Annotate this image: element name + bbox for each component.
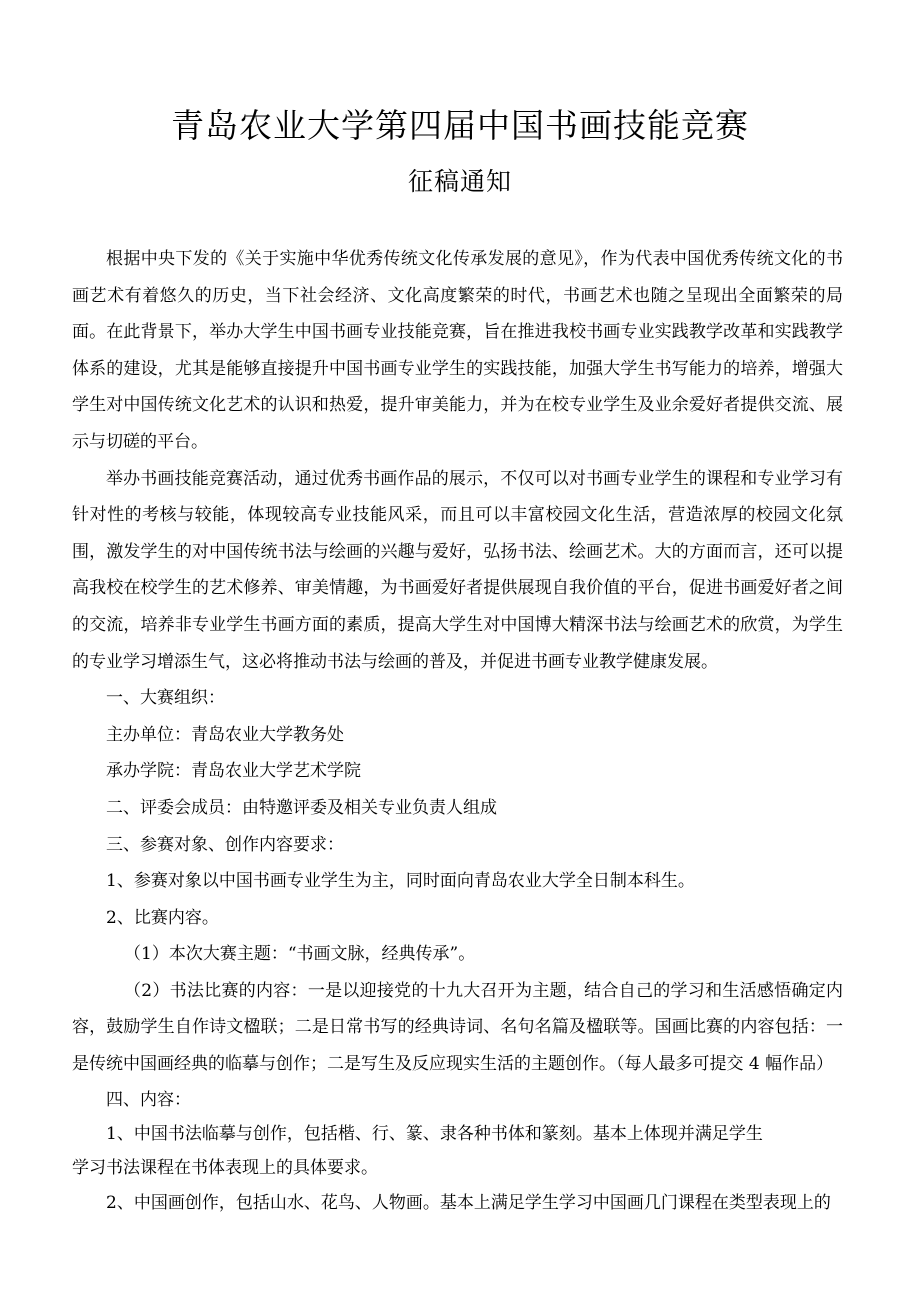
page-subtitle: 征稿通知	[407, 167, 512, 196]
intro-paragraph-1: 根据中央下发的《关于实施中华优秀传统文化传承发展的意见》，作为代表中国优秀传统文化的书画艺术有着悠久的历史，当下社会经济、文化高度繁荣的时代，书画艺术也随之呈现出全面繁荣的局面。在此背景下，举办大学生中国书画专业技能竞赛，旨在推进我校书画专业实践教学改革和实践教学体系的建设，尤其是能够直接提升中国书画专业学生的实践技能，加强大学生书写能力的培养，增强大学生对中国传统文化艺术的认识和热爱，提升审美能力，并为在校专业学生及业余爱好者提供交流、展示与切磋的平台。	[72, 249, 843, 452]
section-1-host: 主办单位：青岛农业大学教务处	[106, 724, 344, 745]
section-4-item-1a: 1、中国书法临摹与创作，包括楷、行、篆、隶各种书体和篆刻。基本上体现并满足学生	[106, 1123, 763, 1144]
section-4-heading: 四、内容：	[106, 1089, 191, 1110]
intro-paragraph-2: 举办书画技能竞赛活动，通过优秀书画作品的展示，不仅可以对书画专业学生的课程和专业学习有针对性的考核与较能，体现较高专业技能风采，而且可以丰富校园文化生活，营造浓厚的校园文化氛围，激发学生的对中国传统书法与绘画的兴趣与爱好，弘扬书法、绘画艺术。大的方面而言，还可以提高我校在校学生的艺术修养、审美情趣，为书画爱好者提供展现自我价值的平台，促进书画爱好者之间的交流，培养非专业学生书画方面的素质，提高大学生对中国博大精深书法与绘画艺术的欣赏，为学生的专业学习增添生气，这必将推动书法与绘画的普及，并促进书画专业教学健康发展。	[72, 468, 843, 672]
section-3-sub-2: （2）书法比赛的内容：一是以迎接党的十九大召开为主题，结合自己的学习和生活感悟确定内容，鼓励学生自作诗文楹联；二是日常书写的经典诗词、名句名篇及楹联等。国画比赛的内容包括：一是传统中国画经典的临摹与创作；二是写生及反应现实生活的主题创作。（每人最多可提交 4 幅作品）	[72, 980, 843, 1075]
document-body	[72, 241, 843, 1221]
section-3-item-1: 1、参赛对象以中国书画专业学生为主，同时面向青岛农业大学全日制本科生。	[106, 871, 695, 892]
section-1-heading: 一、大赛组织：	[106, 688, 225, 709]
section-3-item-2: 2、比赛内容。	[106, 907, 219, 928]
section-4-item-1b: 学习书法课程在书体表现上的具体要求。	[72, 1157, 378, 1178]
section-3-sub-1: （1）本次大赛主题：“书画文脉，经典传承”。	[124, 944, 476, 965]
section-4-item-2: 2、中国画创作，包括山水、花鸟、人物画。基本上满足学生学习中国画几门课程在类型表现上的	[106, 1192, 831, 1213]
section-2-heading: 二、评委会成员：由特邀评委及相关专业负责人组成	[106, 797, 497, 818]
section-1-organizer: 承办学院：青岛农业大学艺术学院	[106, 761, 361, 782]
page-title: 青岛农业大学第四届中国书画技能竞赛	[171, 106, 749, 145]
section-3-heading: 三、参赛对象、创作内容要求：	[106, 834, 344, 855]
